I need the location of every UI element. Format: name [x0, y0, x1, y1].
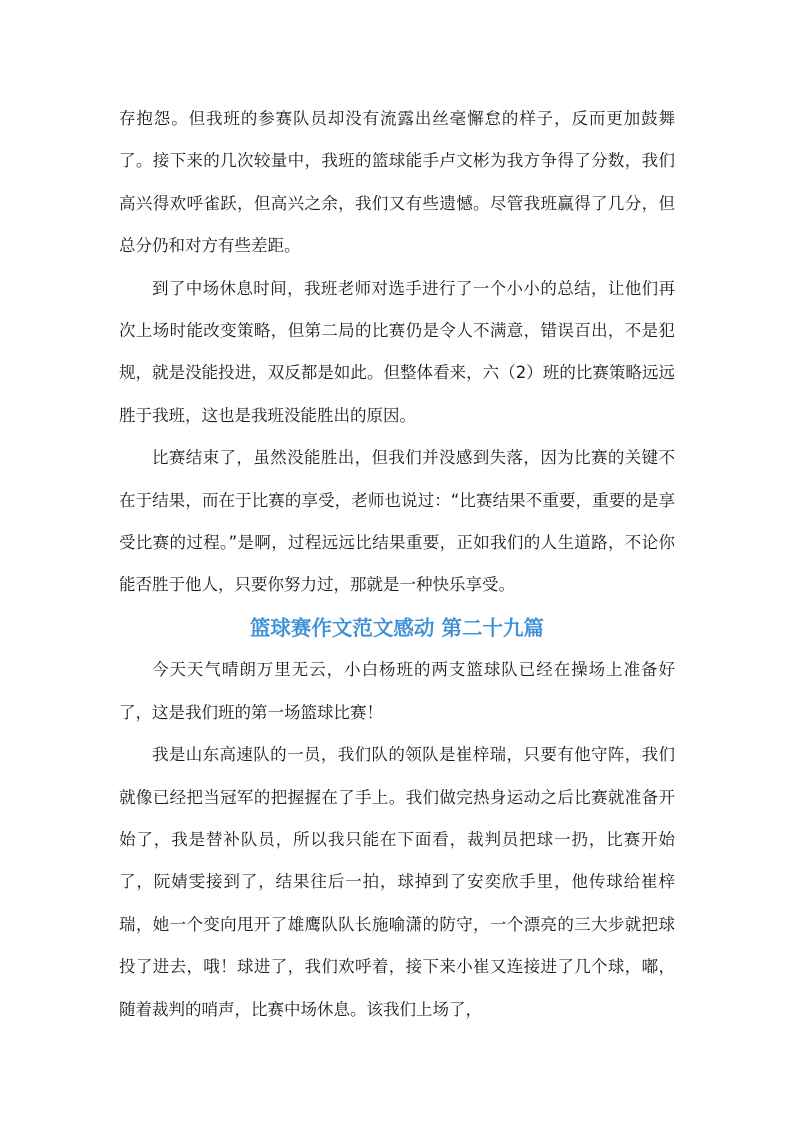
section-heading: 篮球赛作文范文感动 第二十九篇: [249, 615, 545, 640]
paragraph-3: 比赛结束了，虽然没能胜出，但我们并没感到失落，因为比赛的关键不在于结果，而在于比赛的享受，老师也说过：“比赛结果不重要，重要的是享受比赛的过程。”是啊，过程远远比结果重要，正如我们的人生道路，不论你能否胜于他人，只要你努力过，那就是一种快乐享受。: [119, 448, 675, 595]
paragraph-5: 我是山东高速队的一员，我们队的领队是崔梓瑞，只要有他守阵，我们就像已经把当冠军的把握握在了手上。我们做完热身运动之后比赛就准备开始了，我是替补队员，所以我只能在下面看，裁判员把球一扔，比赛开始了，阮婧雯接到了，结果往后一拍，球掉到了安奕欣手里，他传球给崔梓瑞，她一个变向甩开了雄鹰队队长施喻潇的防守，一个漂亮的三大步就把球投了进去，哦！球进了，我们欢呼着，接下来小崔又连接进了几个球，嘟，随着裁判的哨声，比赛中场休息。该我们上场了，: [119, 745, 675, 1019]
paragraph-4: 今天天气晴朗万里无云，小白杨班的两支篮球队已经在操场上准备好了，这是我们班的第一场篮球比赛！: [119, 660, 675, 722]
paragraph-1: 存抱怨。但我班的参赛队员却没有流露出丝毫懈怠的样子，反而更加鼓舞了。接下来的几次较量中，我班的篮球能手卢文彬为我方争得了分数，我们高兴得欢呼雀跃，但高兴之余，我们又有些遗憾。尽管我班赢得了几分，但总分仍和对方有些差距。: [119, 109, 675, 256]
paragraph-2: 到了中场休息时间，我班老师对选手进行了一个小小的总结，让他们再次上场时能改变策略，但第二局的比赛仍是令人不满意，错误百出，不是犯规，就是没能投进，双反都是如此。但整体看来，六（2）班的比赛策略远远胜于我班，这也是我班没能胜出的原因。: [119, 278, 675, 425]
document-body: [119, 98, 675, 1031]
